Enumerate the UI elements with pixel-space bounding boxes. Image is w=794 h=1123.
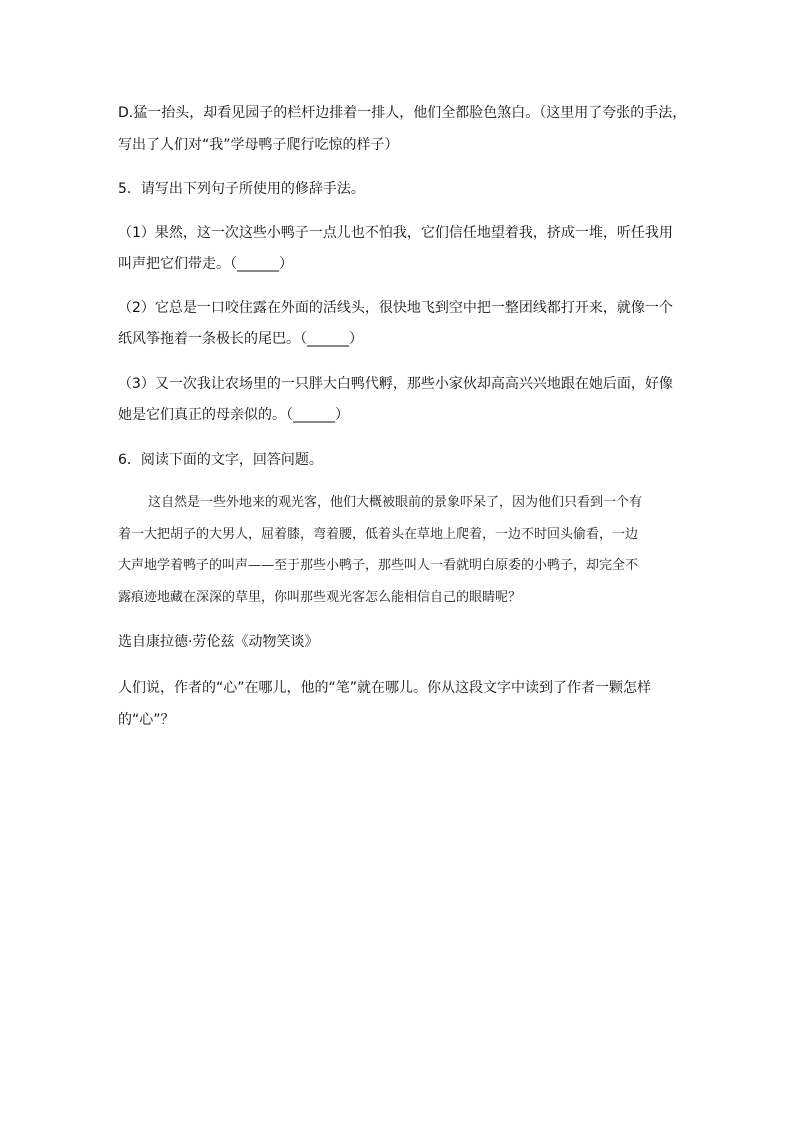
question-5-title: 5．请写出下列句子所使用的修辞手法。 xyxy=(118,181,365,197)
passage-line-4: 露痕迹地藏在深深的草里，你叫那些观光客怎么能相信自己的眼睛呢？ xyxy=(118,590,522,605)
option-d-line-1: D.猛一抬头，却看见园子的栏杆边排着一排人，他们全都脸色煞白。（这里用了夸张的手法， xyxy=(118,105,687,121)
question-5-item-3-line-2: 她是它们真正的母亲似的。（______） xyxy=(118,407,349,423)
question-6-title: 6．阅读下面的文字，回答问题。 xyxy=(118,452,323,468)
passage-line-1: 这自然是一些外地来的观光客，他们大概被眼前的景象吓呆了，因为他们只看到一个有 xyxy=(148,495,643,510)
passage-line-2: 着一大把胡子的大男人，屈着膝，弯着腰，低着头在草地上爬着，一边不时回头偷看，一边 xyxy=(118,527,639,542)
question-6-prompt-line-2: 的“心”？ xyxy=(118,712,175,728)
question-6-prompt-line-1: 人们说，作者的“心”在哪儿，他的“笔”就在哪儿。你从这段文字中读到了作者一颗怎样 xyxy=(118,680,652,696)
question-5-item-1-line-2: 叫声把它们带走。（______） xyxy=(118,256,293,272)
question-5-item-2-line-2: 纸风筝拖着一条极长的尾巴。（______） xyxy=(118,331,363,347)
passage-source: 选自康拉德·劳伦兹《动物笑谈》 xyxy=(118,634,319,650)
question-5-item-1-line-1: （1）果然，这一次这些小鸭子一点儿也不怕我，它们信任地望着我，挤成一堆，听任我用 xyxy=(118,225,673,241)
option-d-line-2: 写出了人们对“我”学母鸭子爬行吃惊的样子） xyxy=(118,137,399,153)
passage-line-3: 大声地学着鸭子的叫声——至于那些小鸭子，那些叫人一看就明白原委的小鸭子，却完全不 xyxy=(118,558,639,573)
question-5-item-3-line-1: （3）又一次我让农场里的一只胖大白鸭代孵，那些小家伙却高高兴兴地跟在她后面，好像 xyxy=(118,376,673,392)
question-5-item-2-line-1: （2）它总是一口咬住露在外面的活线头，很快地飞到空中把一整团线都打开来，就像一个 xyxy=(118,300,673,316)
